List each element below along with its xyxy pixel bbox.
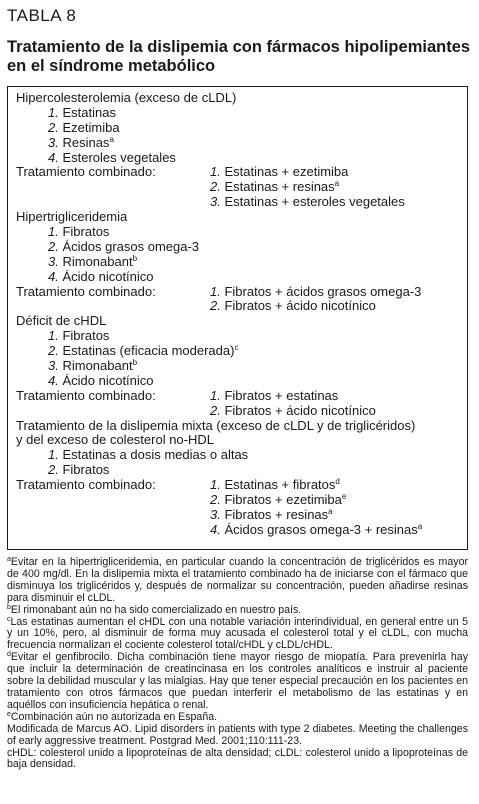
list-row (16, 270, 459, 285)
table-label: TABLA 8 (7, 6, 77, 25)
item-number: 1. (210, 164, 221, 180)
list-item (210, 179, 339, 194)
list-item (48, 269, 154, 284)
list-item (48, 462, 109, 477)
item-text: Fibratos + ácido nicotínico (224, 298, 376, 314)
footnote (7, 712, 468, 724)
footnote-mark: c (7, 615, 11, 623)
list-item (48, 120, 120, 135)
item-number: 2. (48, 462, 59, 478)
list-item (48, 373, 154, 388)
list-item (48, 447, 248, 462)
item-number: 2. (210, 492, 221, 508)
list-item (48, 358, 137, 373)
list-row (16, 359, 459, 374)
combo-row (16, 523, 459, 538)
item-number: 4. (48, 149, 59, 165)
combo-item (210, 508, 333, 523)
footnote-text: Evitar el genfibrocilo. Dicha combinación tiene mayor riesgo de miopatía. Para prevenirla hay que incluir la determinación de creatincinasa en los controles analíticos e instruir al paciente sobre la debilidad muscular y las mialgias. Hay que tener especial precaución en los pacientes en tratamiento con otros fármacos que puedan interferir el metabolismo de las estatinas y en aquéllos con insuficiencia hepática o renal. (7, 651, 468, 711)
item-text: Estatinas + ezetimiba (224, 164, 349, 180)
combo-item (210, 523, 422, 538)
item-number: 2. (210, 402, 221, 418)
item-text: Fibratos + estatinas (224, 387, 339, 403)
combo-label: Tratamiento combinado: (16, 164, 156, 180)
footnote-mark: e (341, 492, 347, 502)
footnotes (7, 557, 468, 771)
item-number: 1. (210, 283, 221, 299)
section-heading: Tratamiento de la dislipemia mixta (exceso de cLDL y de triglicéridos) (16, 417, 416, 433)
item-text: Rimonabant (62, 253, 133, 269)
footnote (7, 617, 468, 653)
abbreviations-note: cHDL: colesterol unido a lipoproteínas de alta densidad; cLDL: colesterol unido a lipoproteínas de baja densidad. (7, 746, 468, 771)
footnote (7, 652, 468, 712)
footnote-mark: a (334, 179, 340, 189)
footnote-mark: a (417, 521, 423, 531)
list-item (210, 477, 340, 492)
combo-row (16, 389, 459, 404)
combo-row (16, 180, 459, 195)
item-number: 2. (210, 298, 221, 314)
footnote-mark: a (7, 556, 11, 563)
list-item (210, 164, 348, 179)
item-text: Estatinas + esteroles vegetales (224, 194, 405, 210)
list-row (16, 255, 459, 270)
table-box (7, 86, 468, 550)
source-note: Modificada de Marcus AO. Lipid disorders in patients with type 2 diabetes. Meeting the challenges of early aggressive treatment. Postgrad Med. 2001;110:111-23. (7, 722, 468, 747)
section-heading: Hipertrigliceridemia (16, 209, 128, 225)
item-text: Esteroles vegetales (62, 149, 176, 165)
item-number: 1. (48, 224, 59, 240)
footnote-mark: b (7, 603, 11, 611)
item-text: Ezetimiba (62, 119, 120, 135)
item-text: Fibratos + ezetimiba (224, 492, 342, 508)
list-item (48, 343, 238, 358)
list-row (16, 344, 459, 359)
combo-item (210, 404, 376, 419)
combo-label: Tratamiento combinado: (16, 387, 156, 403)
combo-row (16, 285, 459, 300)
item-number: 1. (210, 387, 221, 403)
item-number: 2. (210, 179, 221, 195)
combo-label: Tratamiento combinado: (16, 283, 156, 299)
item-number: 4. (48, 372, 59, 388)
combo-row (16, 165, 459, 180)
list-item (210, 388, 338, 403)
list-item (48, 135, 114, 150)
combo-row (16, 493, 459, 508)
list-row (16, 463, 459, 478)
list-item (48, 150, 176, 165)
footnote-mark: b (132, 358, 138, 368)
footnote-mark: c (234, 343, 239, 353)
section-heading: Hipercolesterolemia (exceso de cLDL) (16, 90, 237, 105)
list-row (16, 448, 459, 463)
list-row (16, 136, 459, 151)
item-number: 4. (48, 268, 59, 284)
footnote-text: El rimonabant aún no ha sido comercializado en nuestro país. (10, 603, 302, 616)
item-number: 4. (210, 521, 221, 537)
footnote-mark: d (335, 477, 340, 487)
item-number: 3. (48, 358, 59, 374)
item-text: Fibratos (62, 328, 110, 344)
combo-row (16, 195, 459, 210)
item-text: Fibratos (62, 462, 110, 478)
combo-item (210, 285, 421, 300)
list-item (48, 328, 109, 343)
list-row (16, 106, 459, 121)
item-text: Estatinas (62, 104, 116, 120)
item-number: 2. (48, 343, 59, 359)
combo-label: Tratamiento combinado: (16, 477, 156, 493)
item-text: Ácido nicotínico (62, 268, 154, 284)
item-text: Fibratos + resinas (224, 506, 329, 522)
footnote-mark: b (132, 253, 138, 263)
list-item (48, 239, 199, 254)
footnote-mark: e (7, 710, 11, 718)
footnote (7, 557, 468, 605)
combo-item (210, 195, 405, 210)
item-text: Estatinas a dosis medias o altas (62, 447, 249, 463)
list-row (16, 329, 459, 344)
combo-item (210, 493, 346, 508)
footnote-mark: d (7, 651, 11, 659)
list-row (16, 151, 459, 166)
item-number: 1. (48, 447, 59, 463)
list-item (48, 224, 109, 239)
item-text: Estatinas + fibratos (224, 477, 336, 493)
list-item (210, 522, 422, 537)
list-row (16, 225, 459, 240)
item-number: 1. (48, 104, 59, 120)
item-text: Resinas (62, 134, 110, 150)
combo-row (16, 478, 459, 493)
item-number: 1. (210, 477, 221, 493)
footnote-mark: a (109, 134, 114, 144)
section-heading-cont: y del exceso de colesterol no-HDL (16, 432, 214, 448)
item-text: Ácidos grasos omega-3 (62, 238, 200, 254)
item-text: Fibratos + ácido nicotínico (224, 402, 376, 418)
footnote-mark: a (328, 506, 333, 516)
list-item (48, 254, 137, 269)
item-text: Fibratos + ácidos grasos omega-3 (224, 283, 422, 299)
item-number: 3. (48, 134, 59, 150)
item-number: 2. (48, 119, 59, 135)
table-content (16, 91, 459, 538)
combo-item (210, 180, 339, 195)
combo-item (210, 165, 348, 180)
item-text: Estatinas (eficacia moderada) (62, 343, 235, 359)
item-number: 3. (48, 253, 59, 269)
list-item (48, 105, 116, 120)
combo-row (16, 404, 459, 419)
item-number: 3. (210, 506, 221, 522)
footnote-text: Evitar en la hipertrigliceridemia, en particular cuando la concentración de triglicéridos es mayor de 400 mg/dl. En la dislipemia mixta el tratamiento combinado ha de iniciarse con el fármaco que disminuya los triglicéridos y, después de normalizar su concentración, pueden añadirse resinas para disminuir el cLDL. (7, 556, 468, 604)
list-item (210, 492, 346, 507)
footnote-text: Las estatinas aumentan el cHDL con una notable variación interindividual, en general entre un 5 y un 10%, pero, al disminuir de forma muy acusada el colesterol total y el cLDL, con mucha frecuencia normalizan el cociente colesterol total/cHDL y cLDL/cHDL. (7, 615, 468, 652)
list-item (210, 507, 333, 522)
list-item (210, 284, 421, 299)
list-item (210, 194, 405, 209)
section-heading: Déficit de cHDL (16, 313, 107, 329)
combo-item (210, 389, 338, 404)
item-number: 3. (210, 194, 221, 210)
item-text: Ácido nicotínico (62, 372, 154, 388)
item-text: Ácidos grasos omega-3 + resinas (224, 521, 418, 537)
list-item (210, 403, 376, 418)
item-text: Rimonabant (62, 358, 133, 374)
combo-row (16, 508, 459, 523)
list-item (210, 298, 376, 313)
table-title: Tratamiento de la dislipemia con fármacos hipolipemiantes en el síndrome metabólico (7, 38, 471, 75)
list-row (16, 121, 459, 136)
list-row (16, 240, 459, 255)
item-number: 2. (48, 238, 59, 254)
combo-item (210, 478, 340, 493)
item-text: Fibratos (62, 224, 110, 240)
footnote-text: Combinación aún no autorizada en España. (10, 710, 218, 723)
item-number: 1. (48, 328, 59, 344)
combo-item (210, 299, 376, 314)
combo-row (16, 299, 459, 314)
item-text: Estatinas + resinas (224, 179, 335, 195)
list-row (16, 374, 459, 389)
